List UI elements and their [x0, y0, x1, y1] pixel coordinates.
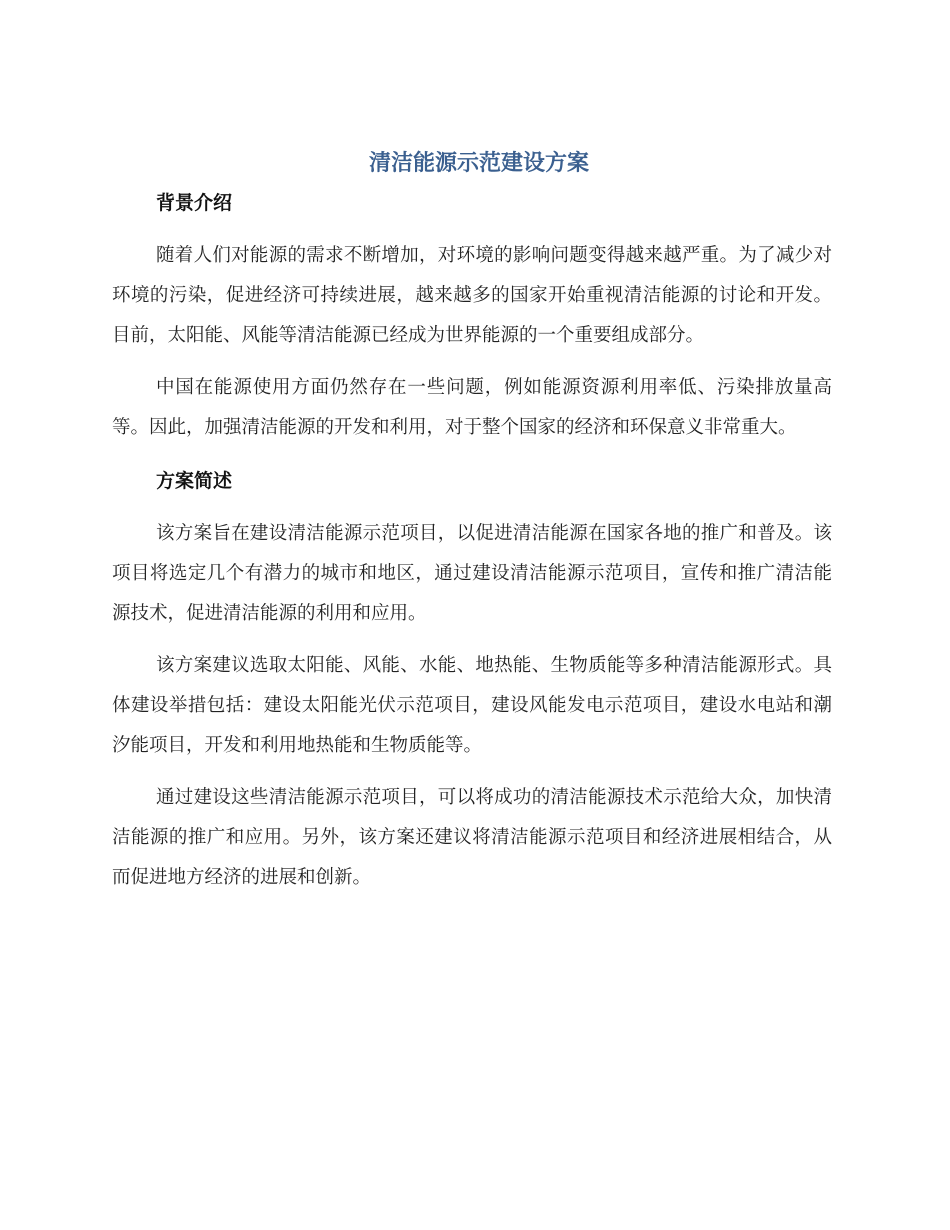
section-background	[112, 188, 832, 448]
section-heading-plan-summary: 方案简述	[156, 470, 233, 492]
paragraph: 随着人们对能源的需求不断增加，对环境的影响问题变得越来越严重。为了减少对环境的污染，促进经济可持续进展，越来越多的国家开始重视清洁能源的讨论和开发。目前，太阳能、风能等清洁能源已经成为世界能源的一个重要组成部分。	[112, 245, 832, 346]
paragraph: 中国在能源使用方面仍然存在一些问题，例如能源资源利用率低、污染排放量高等。因此，加强清洁能源的开发和利用，对于整个国家的经济和环保意义非常重大。	[112, 377, 832, 438]
section-plan-summary	[112, 466, 832, 898]
paragraph: 该方案建议选取太阳能、风能、水能、地热能、生物质能等多种清洁能源形式。具体建设举措包括：建设太阳能光伏示范项目，建设风能发电示范项目，建设水电站和潮汐能项目，开发和利用地热能和生物质能等。	[112, 655, 832, 756]
paragraph: 通过建设这些清洁能源示范项目，可以将成功的清洁能源技术示范给大众，加快清洁能源的推广和应用。另外，该方案还建议将清洁能源示范项目和经济进展相结合，从而促进地方经济的进展和创新。	[112, 787, 832, 888]
paragraph: 该方案旨在建设清洁能源示范项目，以促进清洁能源在国家各地的推广和普及。该项目将选定几个有潜力的城市和地区，通过建设清洁能源示范项目，宣传和推广清洁能源技术，促进清洁能源的利用和应用。	[112, 523, 832, 624]
section-heading-background: 背景介绍	[156, 192, 233, 214]
document-page	[112, 146, 832, 910]
document-title: 清洁能源示范建设方案	[368, 151, 589, 176]
